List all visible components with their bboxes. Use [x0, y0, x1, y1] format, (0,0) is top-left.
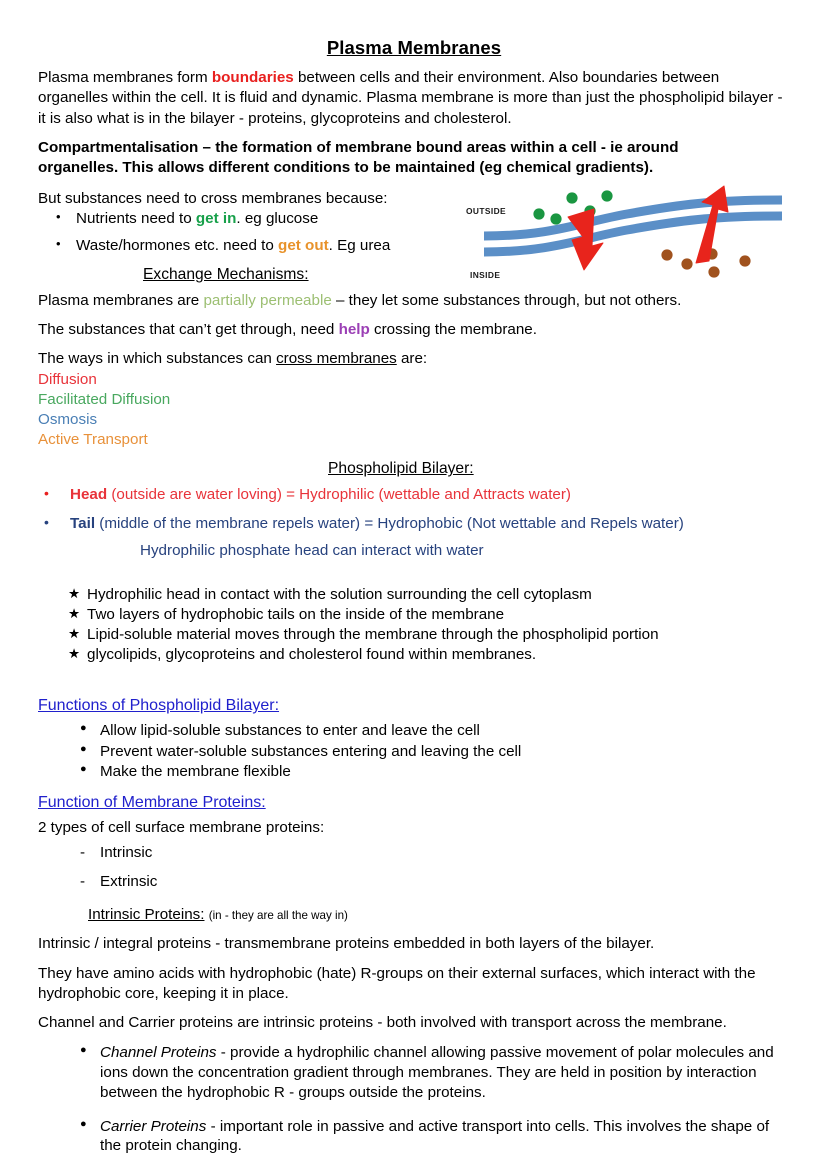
list-item-extrinsic: - Extrinsic [38, 872, 790, 892]
outside-particle [533, 208, 544, 219]
reason-text-before: Waste/hormones etc. need to [76, 236, 279, 254]
reason-text-after: . Eg urea [328, 236, 391, 254]
help-crossing-paragraph [38, 320, 790, 340]
head-description: (outside are water loving) = Hydrophilic (wettable and Attracts water) [107, 486, 571, 504]
head-label: Head [70, 486, 108, 504]
list-item: ★ Two layers of hydrophobic tails on the inside of the membrane [38, 605, 790, 624]
list-item-channel-proteins [38, 1043, 790, 1102]
ways-underlined-cross-membranes: cross membranes [276, 350, 397, 368]
list-item-intrinsic: - Intrinsic [38, 843, 790, 863]
intro-highlight-boundaries: boundaries [211, 69, 294, 87]
mechanism-facilitated-diffusion: Facilitated Diffusion [38, 390, 171, 408]
carrier-proteins-label: Carrier Proteins [100, 1117, 207, 1135]
membrane-transport-diagram [462, 178, 792, 288]
protein-function-list [38, 1043, 790, 1156]
phosphate-head-note: Hydrophilic phosphate head can interact with water [140, 541, 484, 559]
protein-types-list [38, 843, 790, 892]
tail-description: (middle of the membrane repels water) = Hydrophobic (Not wettable and Repels water) [95, 514, 684, 532]
intro-paragraph [38, 68, 790, 129]
intrinsic-proteins-note: (in - they are all the way in) [208, 909, 348, 923]
cross-intro-text: But substances need to cross membranes because: [38, 190, 388, 208]
highlight-help: help [338, 321, 370, 339]
exchange-mechanisms-heading: Exchange Mechanisms: [143, 265, 309, 283]
list-item-head [38, 485, 790, 505]
outside-particle [601, 190, 612, 201]
membrane-diagram-svg [462, 178, 792, 288]
tail-label: Tail [70, 514, 96, 532]
bilayer-head-tail-list [38, 485, 790, 533]
reason-text-after: . eg glucose [236, 210, 319, 228]
channel-proteins-label: Channel Proteins [100, 1044, 217, 1062]
intrinsic-paragraph-1: Intrinsic / integral proteins - transmembrane proteins embedded in both layers of the bilayer. [38, 935, 655, 953]
partially-permeable-paragraph [38, 291, 790, 311]
list-item: ★ glycolipids, glycoproteins and cholesterol found within membranes. [38, 645, 790, 664]
mechanism-active-transport: Active Transport [38, 431, 148, 449]
intrinsic-paragraph-2: They have amino acids with hydrophobic (hate) R-groups on their external surfaces, which interact with the hydrophobic core, keeping it in place. [38, 964, 756, 1002]
mechanism-diffusion: Diffusion [38, 370, 97, 388]
reason-highlight-get-out: get out [278, 236, 329, 254]
outside-particle [550, 213, 561, 224]
outside-particle [566, 192, 577, 203]
inside-particle [739, 255, 750, 266]
list-item: ● Allow lipid-soluble substances to enter and leave the cell [38, 721, 790, 740]
list-item: ● Prevent water-soluble substances entering and leaving the cell [38, 742, 790, 761]
function-of-membrane-proteins-heading: Function of Membrane Proteins: [38, 793, 266, 811]
list-item-carrier-proteins [38, 1117, 790, 1157]
list-item: ★ Lipid-soluble material moves through the membrane through the phospholipid portion [38, 625, 790, 644]
diagram-label-inside: INSIDE [470, 270, 501, 280]
functions-of-phospholipid-bilayer-heading: Functions of Phospholipid Bilayer: [38, 697, 280, 715]
intro-text-before: Plasma membranes form [38, 69, 212, 87]
protein-types-intro: 2 types of cell surface membrane proteins: [38, 818, 325, 836]
ways-text-before: The ways in which substances can [38, 350, 277, 368]
ways-intro-paragraph [38, 349, 790, 369]
intrinsic-paragraph-3: Channel and Carrier proteins are intrinsic proteins - both involved with transport across the membrane. [38, 1014, 727, 1032]
permeable-text-after: – they let some substances through, but not others. [331, 291, 682, 309]
permeable-text-before: Plasma membranes are [38, 291, 204, 309]
carrier-proteins-description: - important role in passive and active transport into cells. This involves the shape of the protein changing. [100, 1117, 770, 1155]
compartmentalisation-paragraph: Compartmentalisation – the formation of membrane bound areas within a cell - ie around organelles. This allows different conditions to be maintained (eg chemical gradients). [38, 138, 679, 176]
inside-particle [708, 266, 719, 277]
list-item: ★ Hydrophilic head in contact with the solution surrounding the cell cytoplasm [38, 585, 790, 604]
mechanism-osmosis: Osmosis [38, 410, 98, 428]
list-item: ● Make the membrane flexible [38, 762, 790, 781]
help-text-before: The substances that can’t get through, need [38, 321, 339, 339]
ways-text-after: are: [396, 350, 428, 368]
intro-text-after: between cells and their environment. Also boundaries between organelles within the cell. It is fluid and dynamic. Plasma membrane is more than just the phospholipid bilayer - it is also what is in the bilayer - proteins, glycoproteins and cholesterol. [38, 69, 783, 127]
page-title: Plasma Membranes [326, 37, 502, 58]
phospholipid-bilayer-heading: Phospholipid Bilayer: [328, 460, 474, 478]
help-text-after: crossing the membrane. [369, 321, 537, 339]
highlight-partially-permeable: partially permeable [203, 291, 332, 309]
diagram-label-outside: OUTSIDE [466, 206, 507, 216]
reason-highlight-get-in: get in [195, 210, 237, 228]
intrinsic-proteins-label: Intrinsic Proteins: [88, 906, 205, 924]
bilayer-star-points-list [38, 585, 790, 665]
intrinsic-proteins-subheading [38, 906, 790, 923]
reason-text-before: Nutrients need to [76, 210, 196, 228]
inside-particle [661, 249, 672, 260]
inside-particle [681, 258, 692, 269]
transport-mechanisms-list [38, 370, 790, 451]
list-item-tail [38, 514, 790, 534]
functions-bilayer-list [38, 721, 790, 781]
channel-proteins-description: - provide a hydrophilic channel allowing passive movement of polar molecules and ions down the concentration gradient through membranes. They are held in position by interaction between the hydrophobic R - groups outside the proteins. [100, 1044, 774, 1101]
